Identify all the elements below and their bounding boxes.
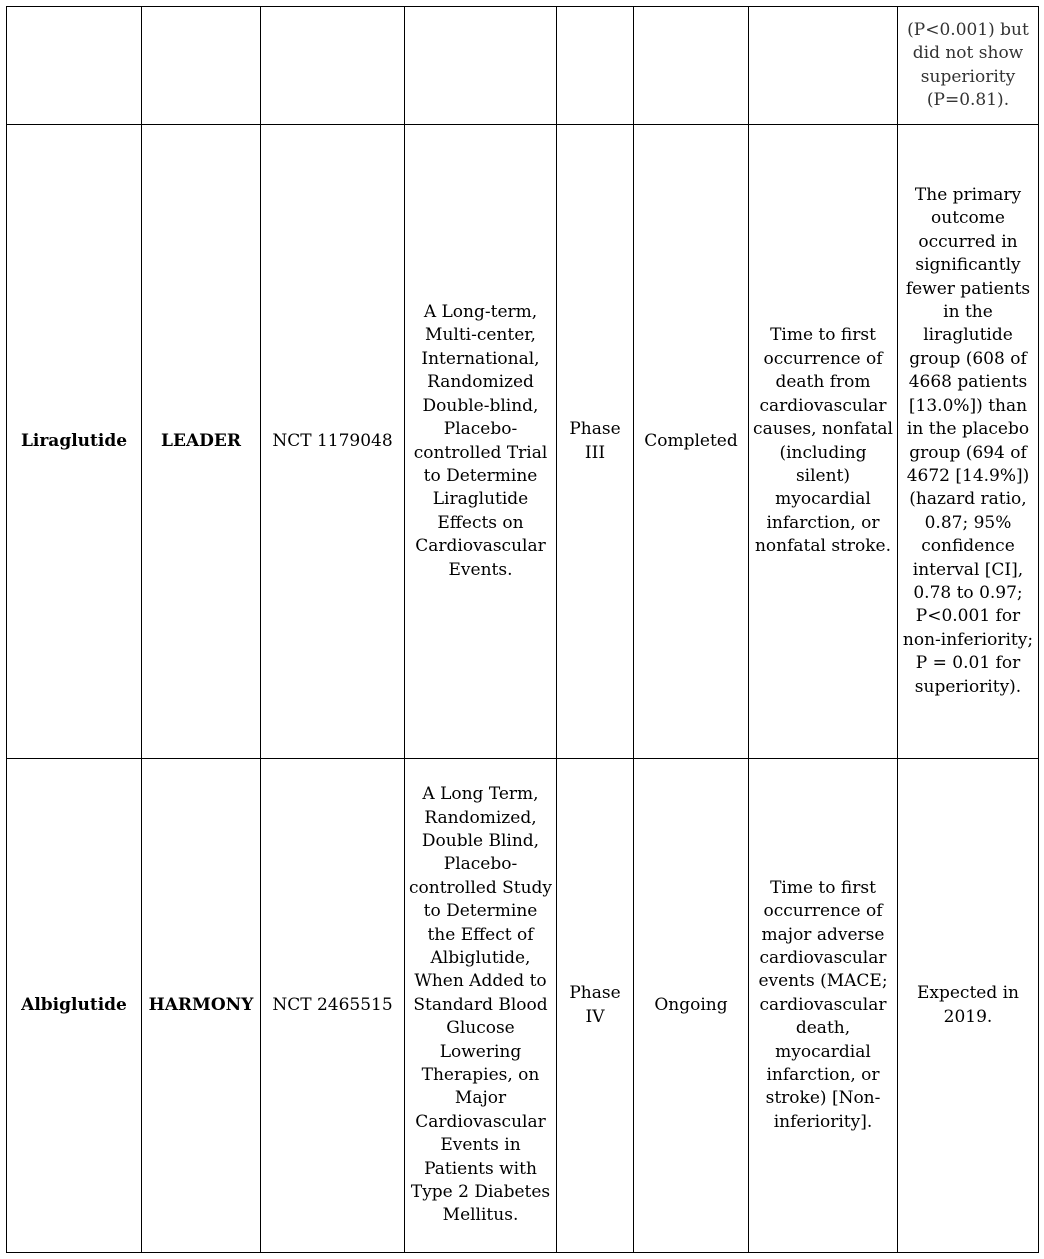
clinical-trials-table [6, 6, 1039, 1253]
nct-cell: NCT 1179048 [261, 125, 405, 759]
table-row [7, 759, 1039, 1253]
drug-cell: Albiglutide [7, 759, 142, 1253]
results-cell: Expected in 2019. [898, 759, 1039, 1253]
trial-name-cell [142, 7, 261, 125]
phase-cell: Phase IV [557, 759, 634, 1253]
drug-cell [7, 7, 142, 125]
results-cell: (P<0.001) but did not show superiority (P=0.81). [898, 7, 1039, 125]
table-row [7, 7, 1039, 125]
title-cell [405, 7, 557, 125]
results-cell: The primary outcome occurred in significantly fewer patients in the liraglutide group (608 of 4668 patients [13.0%]) than in the placebo group (694 of 4672 [14.9%]) (hazard ratio, 0.87; 95% confidence interval [CI], 0.78 to 0.97; P<0.001 for non-inferiority; P = 0.01 for superiority). [898, 125, 1039, 759]
title-cell: A Long Term, Randomized, Double Blind, Placebo-controlled Study to Determine the Effect of Albiglutide, When Added to Standard Blood Glucose Lowering Therapies, on Major Cardiovascular Events in Patients with Type 2 Diabetes Mellitus. [405, 759, 557, 1253]
phase-cell [557, 7, 634, 125]
outcome-measure-cell: Time to first occurrence of death from cardiovascular causes, nonfatal (including silent) myocardial infarction, or nonfatal stroke. [749, 125, 898, 759]
nct-cell [261, 7, 405, 125]
trial-name-cell: HARMONY [142, 759, 261, 1253]
title-cell: A Long-term, Multi-center, International, Randomized Double-blind, Placebo-controlled Trial to Determine Liraglutide Effects on Cardiovascular Events. [405, 125, 557, 759]
status-cell: Completed [634, 125, 749, 759]
phase-cell: Phase III [557, 125, 634, 759]
outcome-measure-cell [749, 7, 898, 125]
trial-name-cell: LEADER [142, 125, 261, 759]
status-cell [634, 7, 749, 125]
status-cell: Ongoing [634, 759, 749, 1253]
drug-cell: Liraglutide [7, 125, 142, 759]
table-row [7, 125, 1039, 759]
outcome-measure-cell: Time to first occurrence of major adverse cardiovascular events (MACE; cardiovascular death, myocardial infarction, or stroke) [Non-inferiority]. [749, 759, 898, 1253]
nct-cell: NCT 2465515 [261, 759, 405, 1253]
